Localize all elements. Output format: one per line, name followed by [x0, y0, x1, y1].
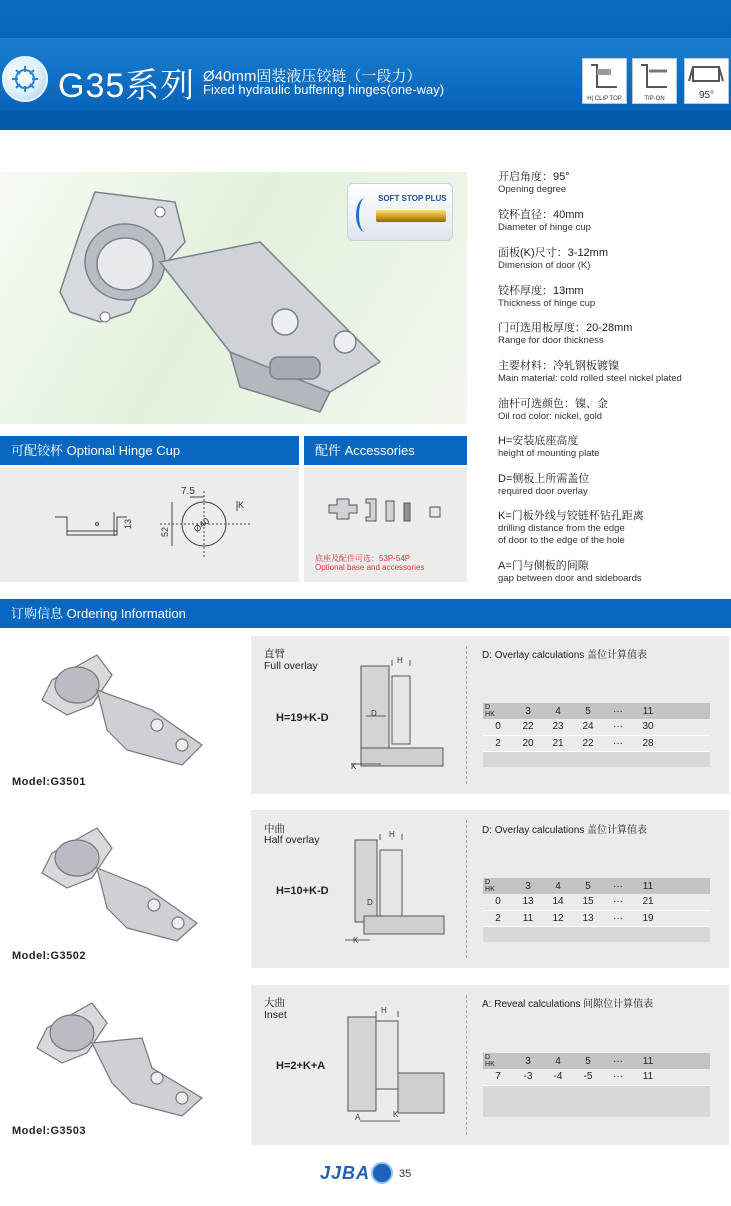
model-g3503: Model:G3503 [12, 1125, 86, 1137]
spec-cn: A=门与侧板的间隙 [498, 560, 589, 572]
g3502-label-d: D [367, 898, 373, 907]
spec-cn: 油杆可选颜色：镍、金 [498, 398, 608, 410]
dim-40: Ø40 [191, 515, 212, 535]
footer-brand-logo: JJBA [320, 1163, 371, 1183]
table-row-empty [483, 1085, 710, 1101]
table-header-row [483, 878, 710, 894]
g3502-calc-table [483, 878, 710, 942]
g3502-type-en: Half overlay [264, 834, 320, 846]
g3503-type-en: Inset [264, 1009, 287, 1021]
table-cell: ··· [603, 910, 633, 926]
table-cell: 19 [633, 910, 663, 926]
table-cell: 30 [633, 719, 663, 735]
g3501-hinge-image [32, 650, 222, 770]
clip-top-icon [582, 58, 627, 104]
spec-en: Thickness of hinge cup [498, 298, 596, 309]
g3503-type-cn: 大曲 [264, 997, 285, 1009]
g3502-divider [466, 820, 467, 958]
table-cell: 11 [633, 1069, 663, 1085]
table-cell: 28 [633, 735, 663, 751]
corner-k: K [490, 886, 495, 893]
table-row [483, 1069, 710, 1085]
table-cell: -3 [513, 1069, 543, 1085]
g3501-type-cn: 直臂 [264, 648, 285, 660]
spec-cn: D=侧板上所需盖位 [498, 473, 590, 485]
spec-cn: 开启角度：95° [498, 171, 570, 183]
table-cell: ··· [603, 719, 633, 735]
table-header-row [483, 703, 710, 719]
soft-stop-badge [347, 183, 453, 241]
ordering-info-title: 订购信息 Ordering Information [0, 599, 731, 628]
table-cell: ··· [603, 735, 633, 751]
table-row [483, 894, 710, 910]
accessories-title: 配件 Accessories [304, 436, 467, 465]
dim-7-5: 7.5 [181, 486, 195, 497]
dim-k: K [238, 500, 245, 510]
g3501-label-k: K [351, 762, 357, 771]
table-cell: ··· [603, 703, 633, 719]
spec-opening-degree [498, 170, 728, 196]
footer-logo-circle-icon [371, 1162, 393, 1184]
g3503-divider [466, 995, 467, 1135]
table-cell: 4 [543, 703, 573, 719]
spec-en: Range for door thickness [498, 335, 604, 346]
corner-d: D [485, 879, 491, 886]
table-cell: 2 [483, 735, 513, 751]
g3503-hinge-image [32, 998, 222, 1118]
table-cell: 21 [633, 894, 663, 910]
table-cell: ··· [603, 894, 633, 910]
g3502-diagram [340, 826, 450, 952]
table-cell: 21 [543, 735, 573, 751]
clip-top-caption: H| CLIP TOP [587, 96, 622, 102]
spec-en: Opening degree [498, 184, 567, 195]
spec-door-dimension [498, 246, 728, 272]
spec-en: Oil rod color: nickel, gold [498, 411, 603, 422]
page-number: 35 [399, 1168, 412, 1180]
table-cell: -5 [573, 1069, 603, 1085]
optional-hinge-cup-title: 可配铰杯 Optional Hinge Cup [0, 436, 299, 465]
spec-cup-thickness [498, 284, 728, 310]
g3501-label-d: D [371, 709, 377, 718]
corner-d: D [485, 1054, 491, 1061]
table-cell: 24 [573, 719, 603, 735]
opening-angle-icon [684, 58, 729, 104]
spec-en: drilling distance from the edge [498, 523, 625, 534]
table-cell: 0 [483, 719, 513, 735]
table-cell: ··· [603, 1053, 633, 1069]
spec-cn: 主要材料：冷轧钢板镀镍 [498, 360, 619, 372]
spec-en: height of mounting plate [498, 448, 600, 459]
dim-13: 13 [123, 518, 134, 530]
series-subtitle-en: Fixed hydraulic buffering hinges(one-way) [203, 82, 445, 97]
g3501-diagram [346, 654, 446, 778]
table-row [483, 719, 710, 735]
accessories-note-cn: 底座及配件可选：53P-54P [315, 554, 411, 563]
corner-k: K [490, 1061, 495, 1068]
spec-cup-diameter [498, 208, 728, 234]
table-cell: 11 [633, 878, 663, 894]
spec-rod-color [498, 397, 728, 423]
g3501-formula: H=19+K-D [276, 712, 329, 724]
spec-cn: K=门板外线与铰链杯钻孔距离 [498, 510, 644, 522]
spec-cn: H=安装底座高度 [498, 435, 579, 447]
accessories-drawing [304, 467, 467, 542]
table-cell: 14 [543, 894, 573, 910]
table-cell: 22 [573, 735, 603, 751]
table-cell: -4 [543, 1069, 573, 1085]
spec-en: Main material: cold rolled steel nickel plated [498, 373, 682, 384]
table-corner [483, 703, 513, 719]
table-cell: 15 [573, 894, 603, 910]
table-cell: ··· [603, 1069, 633, 1085]
tip-on-icon [632, 58, 677, 104]
table-cell: 3 [513, 878, 543, 894]
series-title: G35系列 [58, 67, 196, 105]
table-cell: 20 [513, 735, 543, 751]
g3502-label-k: K [353, 936, 359, 945]
g3502-formula: H=10+K-D [276, 885, 329, 897]
spec-material [498, 359, 728, 385]
g3502-hinge-image [32, 823, 222, 943]
spec-en: Diameter of hinge cup [498, 222, 591, 233]
spec-cn: 铰杯厚度：13mm [498, 285, 584, 297]
g3503-label-k: K [393, 1110, 399, 1119]
table-cell: 23 [543, 719, 573, 735]
table-corner [483, 1053, 513, 1069]
table-cell: 13 [573, 910, 603, 926]
corner-k: K [490, 711, 495, 718]
spec-cn: 铰杯直径：40mm [498, 209, 584, 221]
g3503-formula: H=2+K+A [276, 1060, 326, 1072]
g3503-diagram [340, 1003, 452, 1129]
table-cell: 2 [483, 910, 513, 926]
series-subtitle-cn: Ø40mm固装液压铰链（一段力） [203, 68, 422, 85]
g3501-label-h: H [397, 656, 403, 665]
g3501-divider [466, 646, 467, 784]
table-corner [483, 878, 513, 894]
opening-angle-caption: 95° [698, 90, 715, 101]
corner-h: H [485, 711, 491, 718]
table-cell: 13 [513, 894, 543, 910]
model-g3501: Model:G3501 [12, 776, 86, 788]
hinge-cup-drawing [0, 467, 299, 582]
table-cell: 3 [513, 1053, 543, 1069]
spec-d [498, 472, 728, 498]
spec-en: Dimension of door (K) [498, 260, 591, 271]
table-row-empty [483, 1101, 710, 1117]
hinge-cup-panel [0, 467, 299, 582]
g3503-calc-table [483, 1053, 710, 1117]
g3501-calc-table [483, 703, 710, 767]
table-cell: 7 [483, 1069, 513, 1085]
table-cell: 0 [483, 894, 513, 910]
tip-on-caption: TIP-ON [644, 96, 665, 102]
g3502-calc-title: D: Overlay calculations 盖位计算值表 [482, 825, 648, 836]
dim-52: 52 [160, 526, 171, 538]
table-row-empty [483, 751, 710, 767]
table-cell: 5 [573, 878, 603, 894]
spec-cn: 门可选用板厚度：20-28mm [498, 322, 633, 334]
g3503-calc-title: A: Reveal calculations 间隙位计算值表 [482, 999, 654, 1010]
spec-en-line2: of door to the edge of the hole [498, 535, 625, 546]
table-row [483, 735, 710, 751]
spec-h [498, 434, 728, 460]
spec-en: gap between door and sideboards [498, 573, 642, 584]
table-cell: 12 [543, 910, 573, 926]
model-g3502: Model:G3502 [12, 950, 86, 962]
corner-h: H [485, 886, 491, 893]
spec-door-thickness [498, 321, 728, 347]
g3502-label-h: H [389, 830, 395, 839]
table-header-row [483, 1053, 710, 1069]
g3502-type-cn: 中曲 [264, 823, 285, 835]
accessories-note-en: Optional base and accessories [315, 563, 425, 572]
oil-rod-icon [376, 210, 446, 222]
soft-stop-wave-icon [356, 198, 374, 232]
table-row [483, 910, 710, 926]
table-cell: 11 [633, 1053, 663, 1069]
accessories-panel [304, 467, 467, 582]
table-cell: 3 [513, 703, 543, 719]
corner-d: D [485, 704, 491, 711]
spec-en: required door overlay [498, 486, 588, 497]
g3503-label-h: H [381, 1006, 387, 1015]
g3503-label-a: A [355, 1113, 361, 1122]
table-cell: ··· [603, 878, 633, 894]
table-cell: 11 [633, 703, 663, 719]
spec-k [498, 509, 728, 547]
g3501-type-en: Full overlay [264, 660, 318, 672]
table-row-empty [483, 926, 710, 942]
table-cell: 4 [543, 878, 573, 894]
table-cell: 22 [513, 719, 543, 735]
brand-logo-icon [2, 56, 48, 102]
spec-cn: 面板(K)尺寸：3-12mm [498, 247, 609, 259]
table-cell: 4 [543, 1053, 573, 1069]
table-cell: 5 [573, 1053, 603, 1069]
spec-a [498, 559, 728, 585]
soft-stop-label: SOFT STOP PLUS [378, 194, 447, 203]
g3501-calc-title: D: Overlay calculations 盖位计算值表 [482, 650, 648, 661]
table-cell: 11 [513, 910, 543, 926]
table-cell: 5 [573, 703, 603, 719]
corner-h: H [485, 1061, 491, 1068]
